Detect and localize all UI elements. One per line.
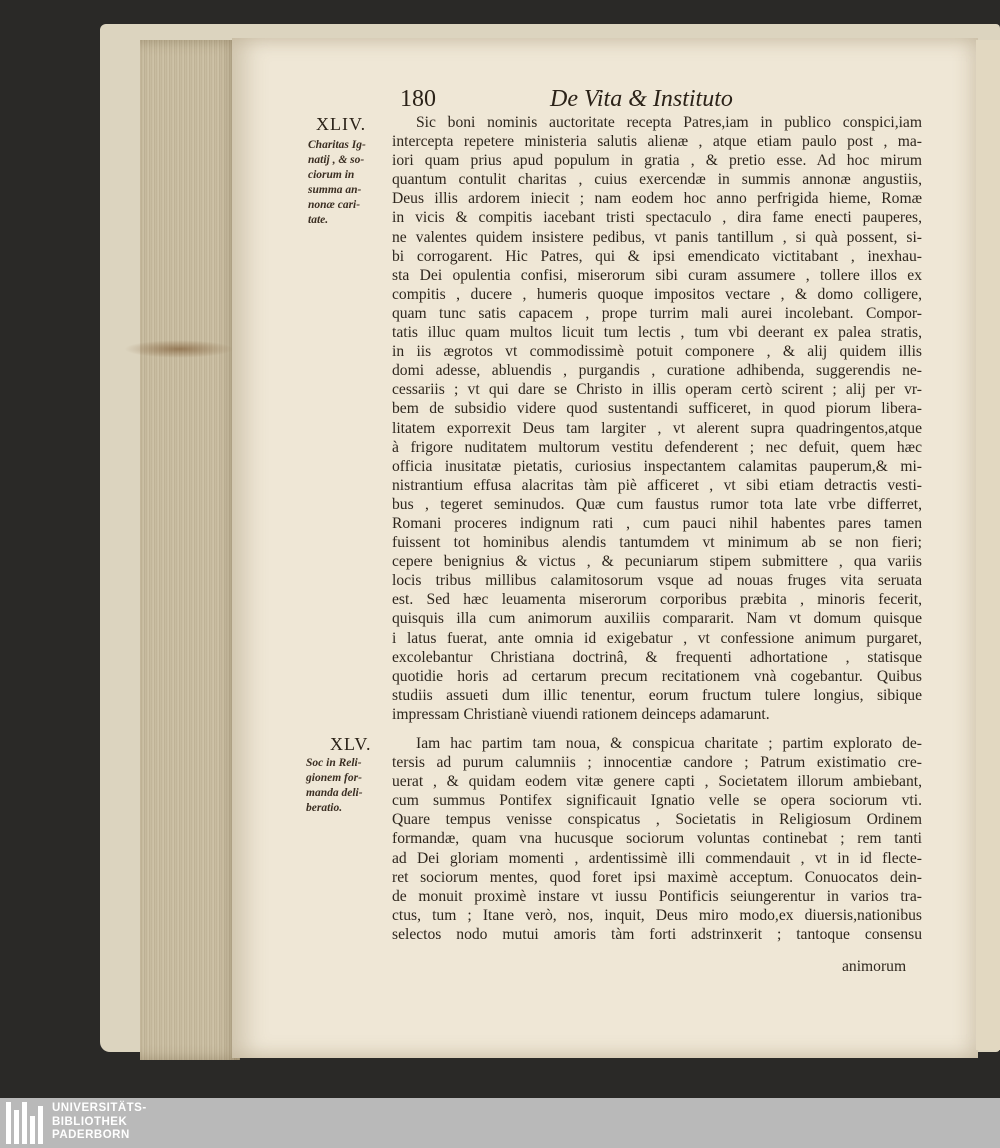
text-line: intercepta repetere ministeria salutis alienæ , atque etiam paulo post , ma- bbox=[392, 133, 922, 151]
text-line: i latus fuerat, ante omnia id exigebatur , vt confessione animum purgaret, bbox=[392, 629, 922, 647]
text-line: quisquis illa cum animorum auxiliis compararit. Nam vt domum quisque bbox=[392, 610, 922, 628]
text-line: sta Dei opulentia confisi, miserorum sibi curam assumere , tollere illos ex bbox=[392, 266, 922, 284]
library-logo-icon bbox=[6, 1102, 46, 1144]
text-line: quantum contulit charitas , cuius exercendæ in summis annonæ angustiis, bbox=[392, 171, 922, 189]
text-line: formandæ, quam vna hucusque sociorum voluntas continebat ; rem tanti bbox=[392, 830, 922, 848]
text-line: tatis illuc quam multos licuit tum lectis , tum vbi deerant ex palea stratis, bbox=[392, 324, 922, 342]
margin-note-line: ciorum in bbox=[308, 169, 355, 181]
library-logo-text bbox=[52, 1102, 147, 1143]
text-line: ne valentes quidem insistere pedibus, vt panis tantillum , si quà possent, si- bbox=[392, 228, 922, 246]
margin-note-line: manda deli- bbox=[306, 787, 363, 799]
text-line: excolebantur Christiana doctrinâ, & frequenti adhortatione , statisque bbox=[392, 648, 922, 666]
section-number-xlv: XLV. bbox=[330, 734, 372, 754]
text-line: Quare tempus venisse conspicatus , Societatis in Religiosum Ordinem bbox=[392, 811, 922, 829]
text-line: Iam hac partim tam noua, & conspicua charitate ; partim explorato de- bbox=[416, 735, 922, 752]
margin-note-line: natij , & so- bbox=[308, 154, 365, 166]
page-header bbox=[400, 86, 780, 116]
text-line: litatem exporrexit Deus tam largiter , vt alerent supra quadringentos,atque bbox=[392, 419, 922, 437]
running-title: De Vita & Instituto bbox=[550, 86, 733, 112]
logo-line: UNIVERSITÄTS- bbox=[52, 1102, 147, 1114]
section-number-xliv: XLIV. bbox=[316, 114, 367, 134]
margin-note-xlv bbox=[306, 756, 388, 816]
text-line: officia inusitatæ pietatis, curiosius inspectantem calamitas pauperum,& mi- bbox=[392, 457, 922, 475]
paragraph-xliv bbox=[392, 113, 922, 724]
text-line: in iis ægrotos vt commodissimè potuit componere , & alij quidem illis bbox=[392, 343, 922, 361]
ink-stain bbox=[124, 340, 234, 358]
text-line: iori quam prius apud populum in gratia , & pretio esse. Ad hoc mirum bbox=[392, 152, 922, 170]
margin-note-line: gionem for- bbox=[306, 772, 362, 784]
text-line: quotidie horis ad certarum precum recitationem vnà cogebantur. Quibus bbox=[392, 667, 922, 685]
text-line: Romani proceres indignum rati , cum pauci nihil habentes pares tamen bbox=[392, 514, 922, 532]
text-line: bem de subsidio videre quod sustentandi sufficeret, in quod piorum libera- bbox=[392, 400, 922, 418]
text-line: selectos nodo mutui amoris tàm forti adstrinxerit ; tantoque consensu bbox=[392, 925, 922, 943]
text-line: cepere benignius & victus , & pecuniarum stipem submittere , qua variis bbox=[392, 553, 922, 571]
text-line: cessariis ; vt qui dare se Christo in illis operam certò scirent ; alij per vr- bbox=[392, 381, 922, 399]
text-line: studiis assueti dum illic tenentur, eorum fructum tulere longius, sibique bbox=[392, 686, 922, 704]
text-line: bus , tegeret seminudos. Quæ cum faustus rumor tota late vrbe differret, bbox=[392, 495, 922, 513]
text-line: cum summus Pontifex significauit Ignatio velle se opera sociorum vti. bbox=[392, 792, 922, 810]
text-line: compitis , ducere , humeris quoque impositos vectare , & domo colligere, bbox=[392, 285, 922, 303]
margin-note-line: tate. bbox=[308, 214, 329, 226]
text-line: in vicis & compitis iacebant tristi spectaculo , dira fame enecti pauperes, bbox=[392, 209, 922, 227]
text-line: uerat , & quidam eodem vitæ genere capti , Societatem illorum ambiebant, bbox=[392, 773, 922, 791]
margin-note-xliv bbox=[308, 138, 390, 228]
text-line: ad Dei gloriam momenti , ardentissimè illi commendauit , vt in id flecte- bbox=[392, 849, 922, 867]
text-line: Deus illis ardorem iniecit ; nam eodem hoc anno perfrigida hieme, Romæ bbox=[392, 190, 922, 208]
text-line: à frigore nuditatem multorum vestitu defenderent ; nec defuit, quem hæc bbox=[392, 438, 922, 456]
text-line: quam tunc satis capacem , prope turrim mali aurei incolebant. Compor- bbox=[392, 304, 922, 322]
catchword: animorum bbox=[842, 958, 907, 975]
page-edges bbox=[140, 40, 240, 1060]
text-line: tersis ad purum calumniis ; innocentiæ candore ; Patrum existimatio cre- bbox=[392, 754, 922, 772]
text-line: domi adesse, abluendis , purgandis , curatione adhibenda, suggerendis ne- bbox=[392, 362, 922, 380]
text-line: Sic boni nominis auctoritate recepta Patres,iam in publico conspici,iam bbox=[416, 114, 922, 131]
text-line: de monuit proximè instare vt iussu Pontificis seiungerentur in varios tra- bbox=[392, 887, 922, 905]
text-line: ctus, tum ; Itane verò, nos, inquit, Deus miro modo,ex diuersis,nationibus bbox=[392, 906, 922, 924]
text-line: impressam Christianè viuendi rationem deinceps adamarunt. bbox=[392, 705, 770, 723]
paragraph-xlv bbox=[392, 734, 922, 944]
text-line: nistrantium effusa alacritas tàm piè afficeret , vt sibi etiam detractis vesti- bbox=[392, 476, 922, 494]
text-line: locis tribus millibus calamitosorum vsque ad nouas fruges vita seruata bbox=[392, 572, 922, 590]
next-page-edge bbox=[976, 40, 1000, 1050]
margin-note-line: summa an- bbox=[308, 184, 362, 196]
text-line: ret sociorum mentes, quod foret ipsi maximè acceptum. Conuocatos dein- bbox=[392, 868, 922, 886]
library-footer bbox=[0, 1098, 1000, 1148]
logo-line: BIBLIOTHEK bbox=[52, 1115, 128, 1128]
margin-note-line: nonæ cari- bbox=[308, 199, 361, 211]
text-line: est. Sed hæc leuamenta miserorum corporibus præbita , minoris fecerit, bbox=[392, 591, 922, 609]
text-line: fuissent tot hominibus alendis tantumdem vt minimum ab se non fieri; bbox=[392, 534, 922, 552]
margin-note-line: Soc in Reli- bbox=[306, 757, 362, 769]
logo-line: PADERBORN bbox=[52, 1129, 130, 1141]
margin-note-line: Charitas Ig- bbox=[308, 139, 366, 151]
page-number: 180 bbox=[400, 86, 436, 112]
margin-note-line: beratio. bbox=[306, 802, 343, 814]
text-line: bi corrogarent. Hic Patres, qui & ipsi emendicato victitabant , inexhau- bbox=[392, 247, 922, 265]
